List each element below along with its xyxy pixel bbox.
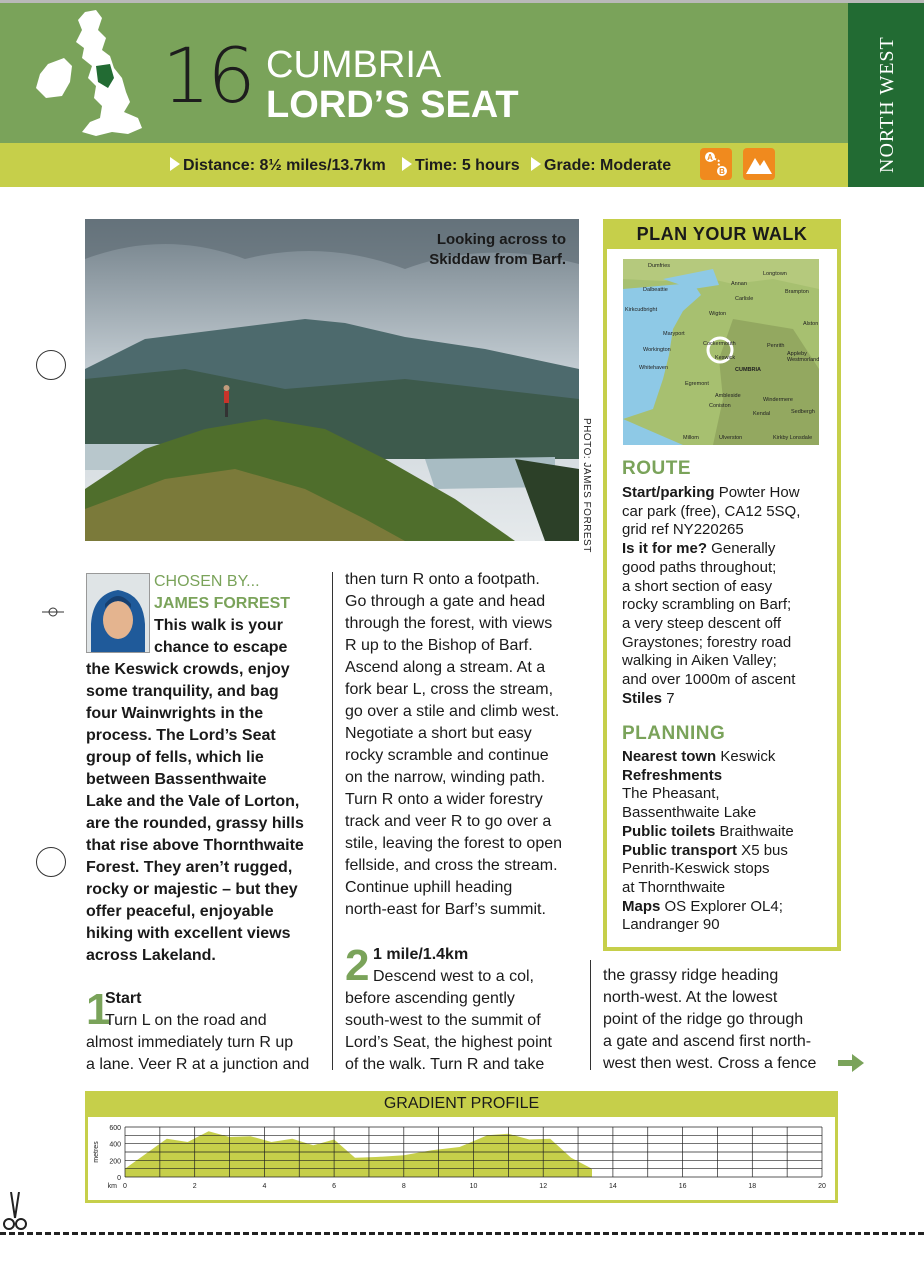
punch-hole [36, 350, 66, 380]
region-tab [848, 3, 924, 187]
svg-text:Brampton: Brampton [785, 289, 809, 295]
x-tick-label: 10 [469, 1183, 478, 1190]
svg-text:Alston: Alston [803, 321, 819, 327]
x-tick-label: 14 [609, 1183, 617, 1190]
region-tab-label: NORTH WEST [876, 36, 898, 173]
planning-details: Nearest town Keswick Refreshments The Pheasant, Bassenthwaite Lake Public toilets Braithwaite Public transport X5 bus Penrith-Keswick stops at Thornthwaite Maps OS Explorer OL4; Landranger 90 [622, 748, 794, 934]
svg-text:A: A [707, 153, 713, 162]
walk-title: LORD’S SEAT [266, 84, 519, 126]
step-1-text: almost immediately turn R up a lane. Veer R at a junction and [86, 1034, 310, 1073]
author-name: JAMES FORREST [154, 595, 291, 612]
svg-text:Workington: Workington [643, 347, 671, 353]
step-1-number: 1 [86, 985, 111, 1034]
svg-text:Coniston: Coniston [709, 403, 731, 409]
triangle-icon [531, 157, 541, 171]
svg-text:Westmorland: Westmorland [787, 357, 819, 363]
svg-text:Whitehaven: Whitehaven [639, 365, 669, 371]
triangle-icon [170, 157, 180, 171]
svg-text:Carlisle: Carlisle [735, 296, 754, 302]
top-rule [0, 0, 924, 3]
svg-text:Kendal: Kendal [753, 411, 771, 417]
svg-text:Ulverston: Ulverston [719, 435, 743, 441]
a-to-b-icon [700, 148, 732, 180]
column-divider [332, 572, 333, 1070]
svg-text:Annan: Annan [731, 281, 747, 287]
step-1-line: Turn L on the road and [105, 1012, 267, 1029]
x-tick-label: 16 [678, 1183, 687, 1190]
x-axis-label: km [107, 1183, 117, 1190]
location-map [623, 259, 819, 445]
route-details: Start/parking Powter How car park (free), CA12 5SQ, grid ref NY220265 Is it for me? Generally good paths throughout; a short section of easy rocky scrambling on Barf; a very steep descent off Graystones; forestry road walking in Aiken Valley; and over 1000m of ascent Stiles 7 [622, 484, 801, 707]
svg-text:Egremont: Egremont [685, 381, 709, 387]
svg-text:B: B [719, 167, 725, 176]
step-2-number: 2 [345, 941, 370, 990]
column-divider [590, 960, 591, 1070]
svg-text:Wigton: Wigton [709, 311, 727, 317]
intro-paragraph-top: This walk is your chance to escape [154, 617, 288, 656]
stat-grade: Grade: Moderate [531, 157, 671, 175]
continue-arrow-icon [838, 1054, 864, 1072]
triangle-icon [402, 157, 412, 171]
svg-text:Dumfries: Dumfries [648, 263, 671, 269]
stat-time: Time: 5 hours [402, 157, 520, 175]
x-tick-label: 0 [123, 1183, 127, 1190]
y-tick-label: 0 [117, 1175, 121, 1182]
svg-text:Kirkcudbright: Kirkcudbright [625, 307, 658, 313]
y-tick-label: 400 [109, 1141, 121, 1149]
route-heading: ROUTE [622, 458, 691, 479]
x-tick-label: 20 [818, 1183, 826, 1190]
author-portrait [86, 573, 150, 653]
svg-text:Appleby: Appleby [787, 351, 807, 357]
x-tick-label: 4 [262, 1183, 267, 1190]
svg-text:Maryport: Maryport [663, 331, 685, 337]
svg-text:Dalbeattie: Dalbeattie [643, 287, 668, 293]
svg-text:Cockermouth: Cockermouth [703, 341, 736, 347]
uk-map-icon [30, 8, 150, 140]
walk-number: 16 [162, 31, 253, 120]
svg-text:CUMBRIA: CUMBRIA [735, 367, 761, 373]
planning-heading: PLANNING [622, 723, 726, 744]
step-1-title: Start [105, 990, 142, 1007]
stat-distance: Distance: 8½ miles/13.7km [170, 157, 386, 175]
step-1-continued: then turn R onto a footpath. Go through a gate and head through the forest, with views R up to the Bishop of Barf. Ascend along a stream. At a fork bear L, cross the stream, go over a stile and climb west. Negotiate a short but easy rocky scramble and continue on the narrow, winding path. Turn R onto a wider forestry track and veer R to go over a stile, leaving the forest to open fellside, and cross the stream. Continue uphill heading north-east for Barf’s summit. [345, 571, 563, 918]
svg-text:Ambleside: Ambleside [715, 393, 741, 399]
x-tick-label: 6 [332, 1183, 337, 1190]
photo-credit: PHOTO: JAMES FORREST [581, 418, 592, 553]
chosen-by-label: CHOSEN BY... [154, 573, 260, 590]
cut-line [0, 1232, 924, 1235]
x-tick-label: 18 [748, 1183, 757, 1190]
step-2-continued: the grassy ridge heading north-west. At the lowest point of the ridge go through a gate and ascend first north- west then west. Cross a fence [603, 967, 817, 1072]
plan-heading: PLAN YOUR WALK [603, 219, 841, 249]
step-2-text: before ascending gently south-west to the summit of Lord’s Seat, the highest point of the walk. Turn R and take [345, 990, 552, 1073]
svg-text:Sedbergh: Sedbergh [791, 409, 815, 415]
x-tick-label: 8 [401, 1183, 406, 1190]
svg-text:Longtown: Longtown [763, 271, 787, 277]
mountain-icon [743, 148, 775, 180]
scissors-icon [2, 1192, 28, 1232]
region-name: CUMBRIA [266, 44, 442, 86]
step-2-title: 1 mile/1.4km [373, 946, 469, 963]
y-tick-label: 200 [109, 1158, 121, 1166]
crosshair-mark-icon [42, 604, 64, 620]
svg-text:Windermere: Windermere [763, 397, 793, 403]
y-axis-label: metres [93, 1141, 100, 1163]
step-2-line: Descend west to a col, [373, 968, 534, 985]
y-tick-label: 600 [109, 1125, 121, 1132]
svg-text:Kirkby Lonsdale: Kirkby Lonsdale [773, 435, 813, 441]
x-tick-label: 12 [539, 1183, 548, 1190]
elevation-area [125, 1131, 592, 1177]
x-tick-label: 2 [192, 1183, 197, 1190]
gradient-profile-title: GRADIENT PROFILE [85, 1091, 838, 1117]
svg-text:Keswick: Keswick [715, 355, 736, 361]
svg-text:Penrith: Penrith [767, 343, 785, 349]
punch-hole [36, 847, 66, 877]
gradient-chart [88, 1117, 835, 1197]
photo-caption: Looking across to Skiddaw from Barf. [429, 231, 566, 268]
svg-text:Millom: Millom [683, 435, 699, 441]
intro-paragraph: the Keswick crowds, enjoy some tranquility, and bag four Wainwrights in the process. The Lord’s Seat group of fells, which lie between Bassenthwaite Lake and the Vale of Lorton, are the rounded, grassy hills that rise above Thornthwaite Forest. They aren’t rugged, rocky or majestic – but they offer peaceful, enjoyable hiking with excellent views across Lakeland. [86, 661, 304, 964]
